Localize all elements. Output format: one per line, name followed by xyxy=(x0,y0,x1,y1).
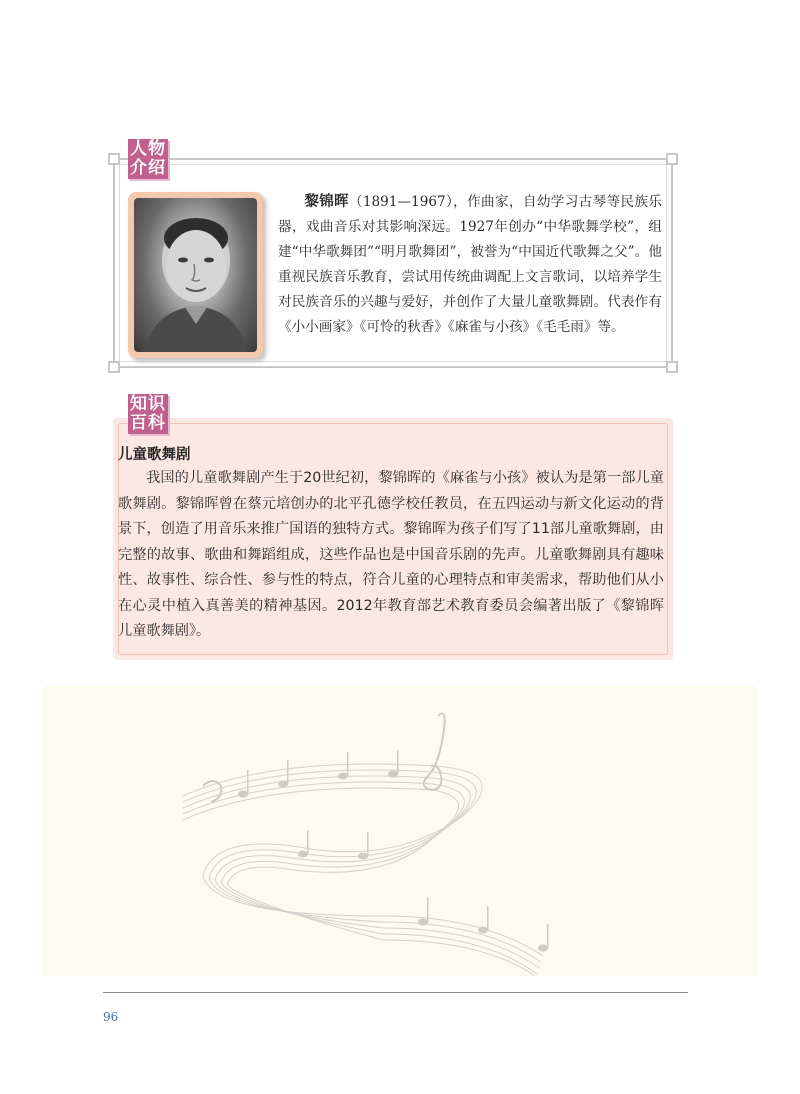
knowledge-tag xyxy=(128,394,168,434)
frame-corner xyxy=(666,361,678,373)
knowledge-body-text: 我国的儿童歌舞剧产生于20世纪初，黎锦晖的《麻雀与小孩》被认为是第一部儿童歌舞剧。黎锦晖曾在蔡元培创办的北平孔德学校任教员，在五四运动与新文化运动的背景下，创造了用音乐来推广国语的独特方式。黎锦晖为孩子们写了11部儿童歌舞剧，由完整的故事、歌曲和舞蹈组成，这些作品也是中国音乐剧的先声。儿童歌舞剧具有趣味性、故事性、综合性、参与性的特点，符合儿童的心理特点和审美需求，帮助他们从小在心灵中植入真善美的精神基因。2012年教育部艺术教育委员会编著出版了《黎锦晖儿童歌舞剧》。 xyxy=(118,470,664,639)
person-bio-text: 作曲家，自幼学习古琴等民族乐器，戏曲音乐对其影响深远。1927年创办“中华歌舞学校”，组建“中华歌舞团”“明月歌舞团”，被誉为“中国近代歌舞之父”。他重视民族音乐教育，尝试用传统曲调配上文言歌词，以培养学生对民族音乐的兴趣与爱好，并创作了大量儿童歌舞剧。代表作有《小小画家》《可怜的秋香》《麻雀与小孩》《毛毛雨》等。 xyxy=(278,194,663,335)
knowledge-tag-line2: 百科 xyxy=(130,413,166,433)
person-name: 黎锦晖 xyxy=(304,194,349,210)
portrait-illustration xyxy=(134,198,257,352)
knowledge-tag-line1: 知识 xyxy=(130,394,166,414)
frame-corner xyxy=(666,153,678,165)
knowledge-title: 儿童歌舞剧 xyxy=(118,447,191,463)
person-intro-tag-line1: 人物 xyxy=(130,139,166,159)
footer-divider xyxy=(103,992,688,993)
person-intro-tag-line2: 介绍 xyxy=(130,158,166,178)
knowledge-body xyxy=(118,466,664,645)
music-staff-swirl-illustration xyxy=(43,686,757,976)
music-decoration xyxy=(43,686,757,976)
frame-corner xyxy=(108,153,120,165)
frame-corner xyxy=(108,361,120,373)
person-intro-tag xyxy=(128,139,168,179)
page-number: 96 xyxy=(103,1010,119,1024)
portrait-photo xyxy=(134,198,257,352)
portrait-frame xyxy=(128,192,263,358)
person-bio xyxy=(278,190,662,340)
person-years: （1891—1967）， xyxy=(348,194,468,210)
